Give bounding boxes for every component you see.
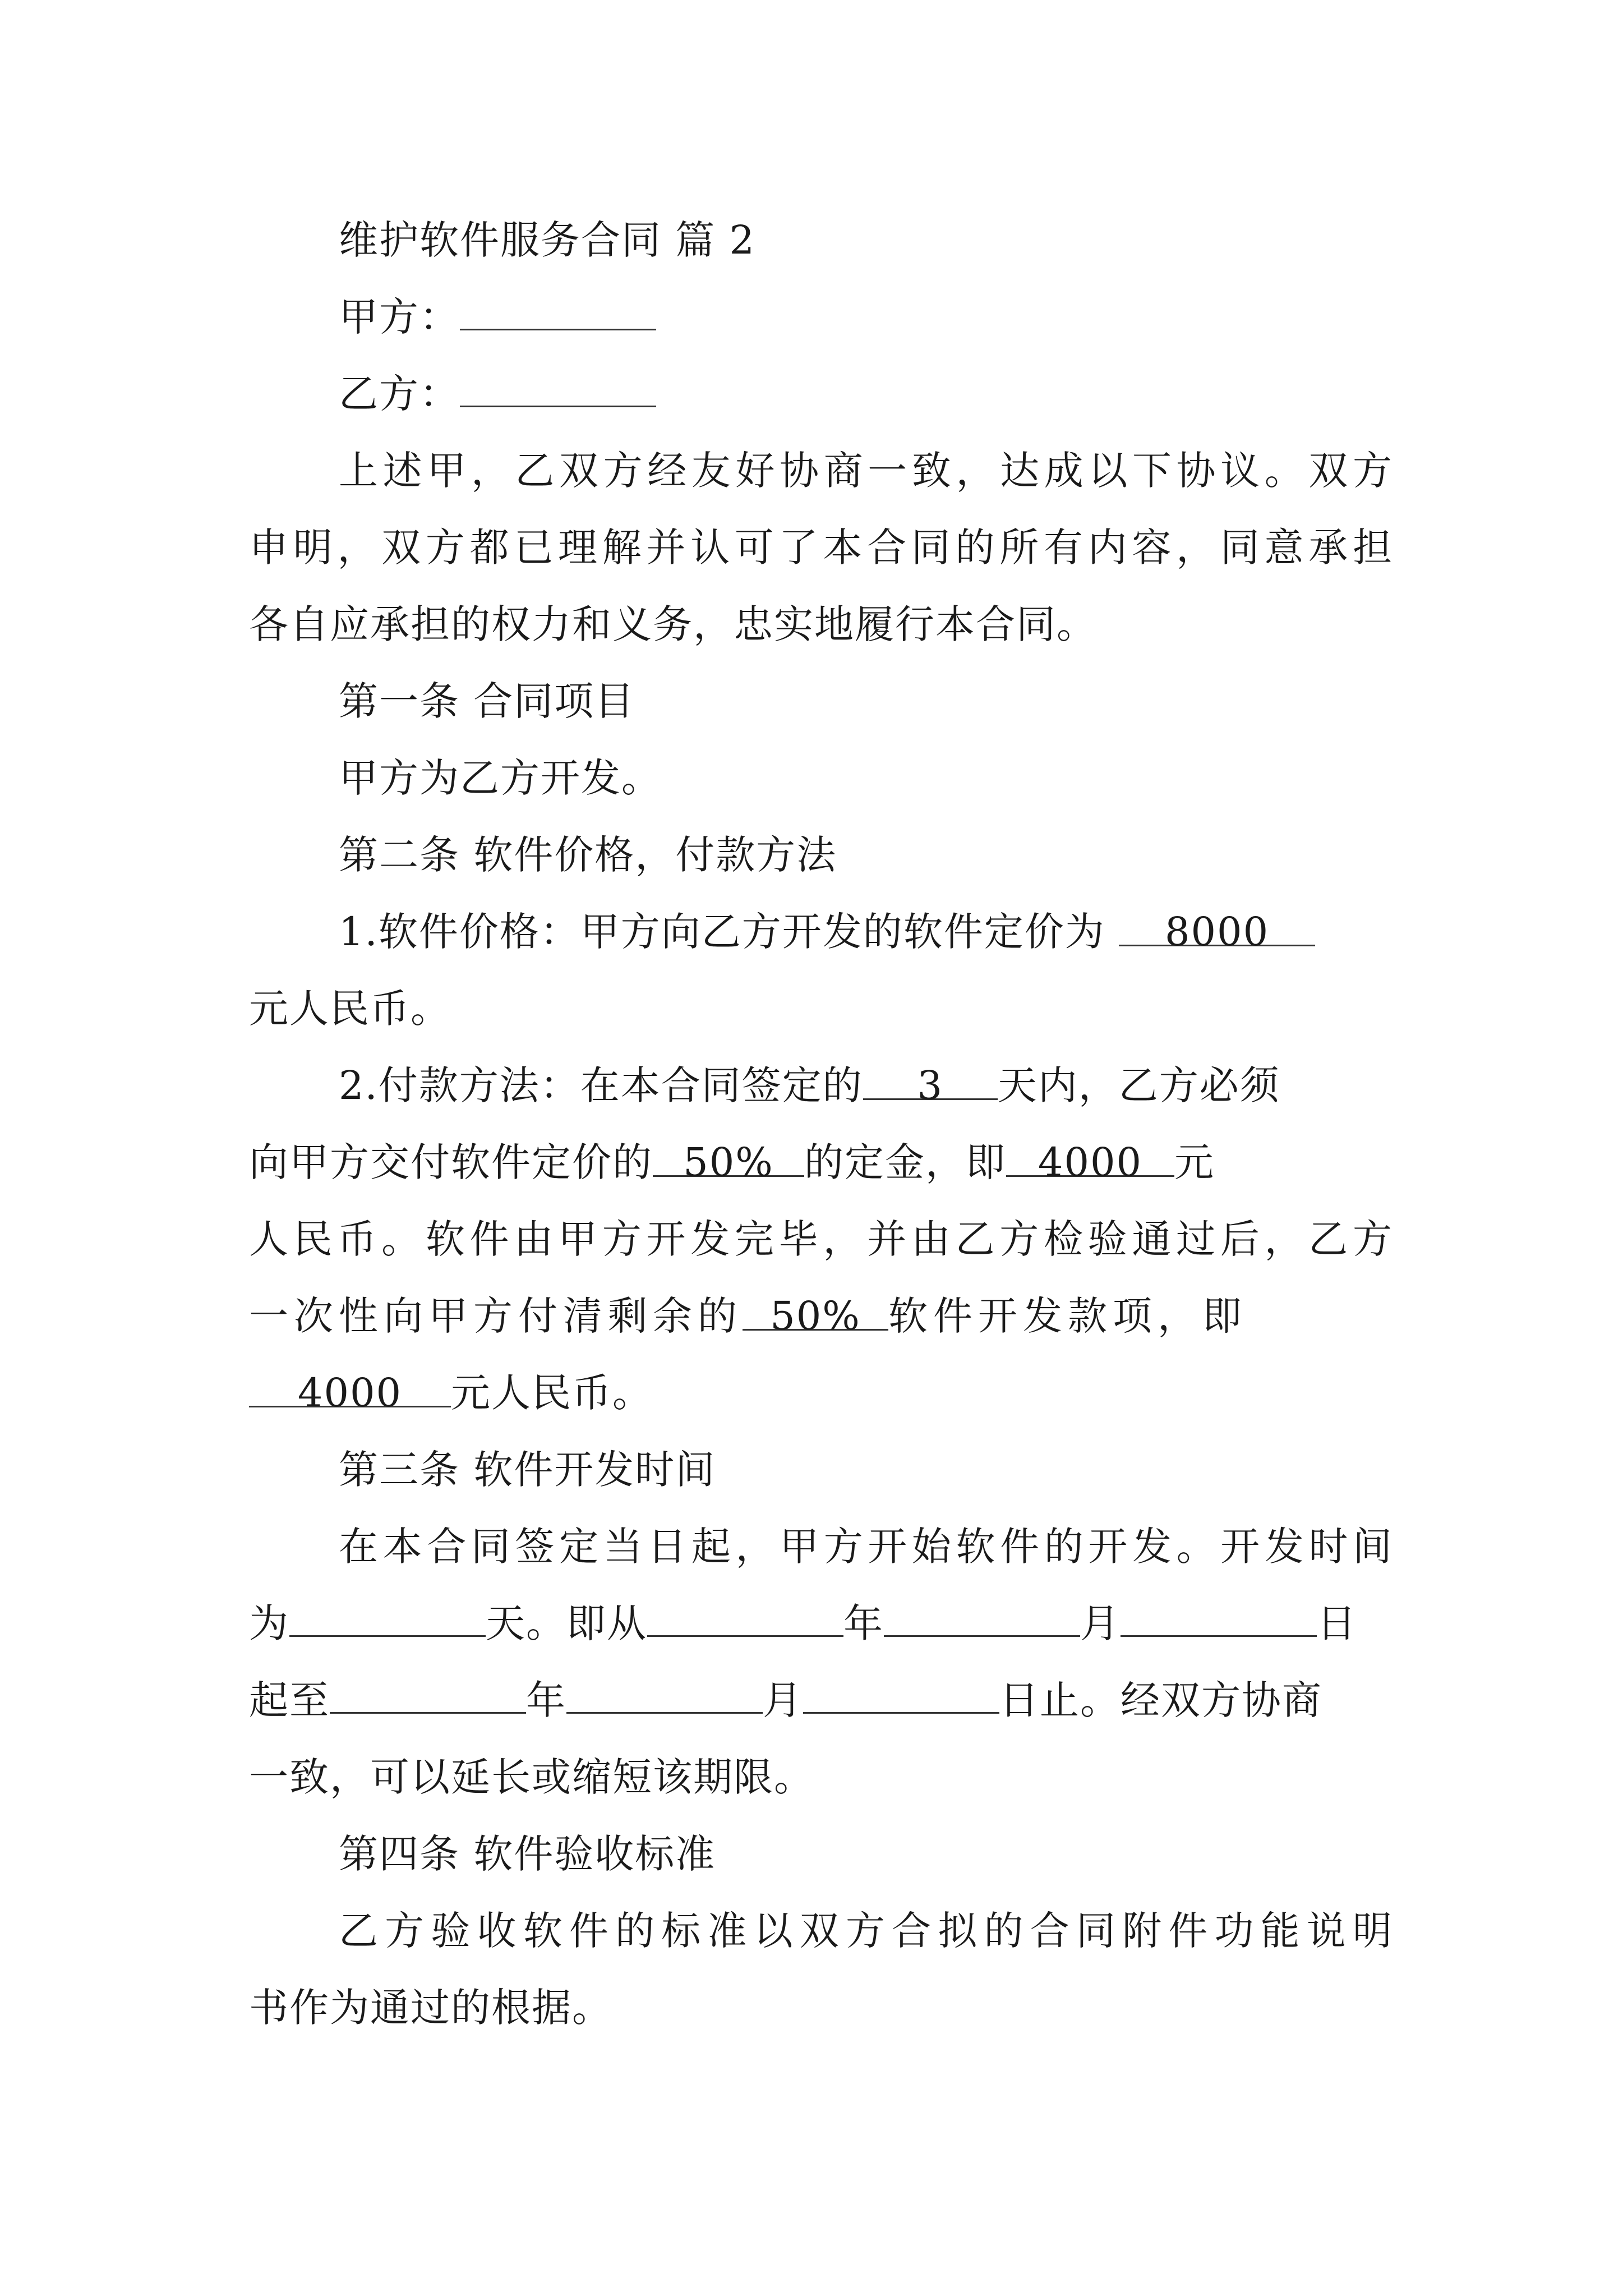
- article-3-line-2: 为 天。即从 年 月 日: [249, 1600, 1357, 1646]
- intro-line-1: 上述甲，乙双方经友好协商一致，达成以下协议。双方: [339, 448, 1393, 494]
- dev-days-blank[interactable]: [289, 1603, 486, 1637]
- article-4-heading: 第四条 软件验收标准: [339, 1831, 716, 1877]
- article-1-body: 甲方为乙方开发。: [339, 755, 662, 801]
- intro-line-3: 各自应承担的权力和义务，忠实地履行本合同。: [249, 601, 1097, 647]
- article-3-line-1: 在本合同签定当日起，甲方开始软件的开发。开发时间: [339, 1524, 1393, 1570]
- article-2-item-2-line-2: 向甲方交付软件定价的 50% 的定金，即 4000 元: [249, 1139, 1215, 1185]
- software-price-field[interactable]: 8000: [1119, 912, 1315, 946]
- deposit-amount-field[interactable]: 4000: [1006, 1143, 1174, 1177]
- deposit-percent-field[interactable]: 50%: [653, 1143, 804, 1177]
- start-year-blank[interactable]: [647, 1603, 843, 1637]
- party-a-blank[interactable]: [460, 296, 656, 330]
- article-2-item-2-line-4: 一次性向甲方付清剩余的 50% 软件开发款项，即: [249, 1293, 1247, 1339]
- article-2-item-1-line-2: 元人民币。: [249, 986, 451, 1032]
- intro-line-2: 申明，双方都已理解并认可了本合同的所有内容，同意承担: [249, 524, 1393, 570]
- article-3-line-4: 一致，可以延长或缩短该期限。: [249, 1754, 814, 1800]
- article-4-line-1: 乙方验收软件的标准以双方合拟的合同附件功能说明: [339, 1908, 1393, 1954]
- party-b-line: 乙方：: [249, 356, 1393, 432]
- end-year-blank[interactable]: [330, 1680, 526, 1714]
- article-2-item-2-line-5: 4000 元人民币。: [249, 1355, 1393, 1432]
- article-2-item-2-line-1: 2.付款方法：在本合同签定的 3 天内，乙方必须: [339, 1062, 1280, 1108]
- payment-days-field[interactable]: 3: [863, 1066, 998, 1100]
- document-title: 维护软件服务合同 篇 2: [339, 217, 756, 263]
- article-2-item-2-line-3: 人民币。软件由甲方开发完毕，并由乙方检验通过后，乙方: [249, 1216, 1393, 1262]
- party-b-blank[interactable]: [460, 373, 656, 407]
- article-1-heading: 第一条 合同项目: [339, 678, 635, 724]
- start-day-blank[interactable]: [1121, 1603, 1317, 1637]
- end-day-blank[interactable]: [803, 1680, 999, 1714]
- remaining-amount-field[interactable]: 4000: [249, 1373, 451, 1407]
- article-3-line-3: 起至 年 月 日止。经双方协商: [249, 1677, 1322, 1723]
- end-month-blank[interactable]: [566, 1680, 763, 1714]
- article-2-item-1-line-1: 1.软件价格：甲方向乙方开发的软件定价为 8000: [249, 894, 1393, 970]
- remaining-percent-field[interactable]: 50%: [743, 1296, 888, 1331]
- contract-page: [249, 202, 1393, 2046]
- party-a-line: 甲方：: [249, 279, 1393, 356]
- start-month-blank[interactable]: [884, 1603, 1080, 1637]
- article-4-line-2: 书作为通过的根据。: [249, 1985, 612, 2031]
- article-2-heading: 第二条 软件价格，付款方法: [339, 832, 837, 878]
- article-3-heading: 第三条 软件开发时间: [339, 1447, 716, 1493]
